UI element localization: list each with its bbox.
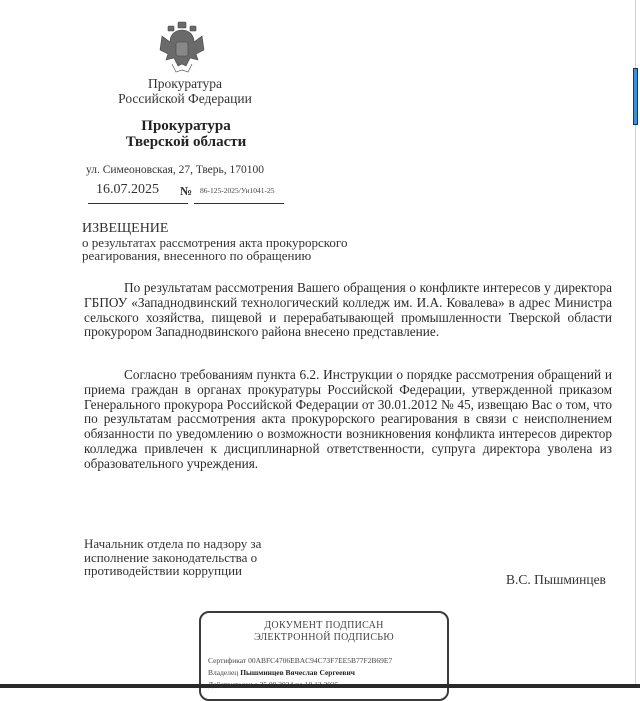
stamp-cert-label: Сертификат xyxy=(208,656,247,665)
stamp-owner-label: Владелец xyxy=(208,668,239,677)
notice-subtitle: о результатах рассмотрения акта прокурорского реагирования, внесенного по обращению xyxy=(82,235,348,263)
body-paragraph-2 xyxy=(84,368,612,472)
org-parent-name xyxy=(100,76,270,106)
stamp-cert-value: 00ABFC4706EBAC94C73F7EE5B77F2B69E7 xyxy=(248,656,393,665)
body-paragraph-1 xyxy=(84,281,612,340)
stamp-owner-value: Пышминцев Вячеслав Сергеевич xyxy=(240,668,356,677)
emblem-icon xyxy=(156,20,208,76)
org-parent-line1: Прокуратура xyxy=(148,76,222,91)
stamp-title-line2: ЭЛЕКТРОННОЙ ПОДПИСЬЮ xyxy=(254,632,394,643)
bottom-bar xyxy=(0,684,640,688)
paragraph-text: По результатам рассмотрения Вашего обращения о конфликте интересов у директора ГБПОУ «Западнодвинский технологический колледж им. И.А. Ковалева» в адрес Министра сельского хозяйства, пищевой и перерабатывающей промышленности Тверской области прокурором Западнодвинского района внесено представление. xyxy=(84,280,612,340)
document-date: 16.07.2025 xyxy=(96,182,159,197)
number-sign: № xyxy=(180,184,193,198)
number-underline xyxy=(194,203,284,204)
scroll-indicator-tab[interactable] xyxy=(633,68,638,125)
org-main-name xyxy=(96,118,276,150)
stamp-certificate xyxy=(208,656,392,665)
signatory-name: В.С. Пышминцев xyxy=(506,572,606,587)
paragraph-text: Согласно требованиям пункта 6.2. Инструкции о порядке рассмотрения обращений и приема граждан в органах прокуратуры Российской Федерации, утвержденной приказом Генерального прокурора Российской Федерации от 30.01.2012 № 45, извещаю Вас о том, что по результатам рассмотрения акта прокурорского реагирования в связи с неисполнением обязанности по уведомлению о возможности возникновения конфликта интересов директор колледжа привлечен к дисциплинарной ответственности, супруга директора уволена из образовательного учреждения. xyxy=(84,367,612,471)
signatory-position: Начальник отдела по надзору за исполнение законодательства о противодействии коррупции xyxy=(84,536,262,578)
stamp-owner xyxy=(208,668,355,677)
org-main-line1: Прокуратура xyxy=(141,118,231,134)
org-main-line2: Тверской области xyxy=(125,134,247,150)
stamp-title-line1: ДОКУМЕНТ ПОДПИСАН xyxy=(264,620,384,631)
notice-title: ИЗВЕЩЕНИЕ xyxy=(82,221,169,236)
org-parent-line2: Российской Федерации xyxy=(118,91,252,106)
org-address: ул. Симеоновская, 27, Тверь, 170100 xyxy=(86,164,265,176)
date-underline xyxy=(88,203,188,204)
document-number: 86-125-2025/Уи1041-25 xyxy=(200,186,275,195)
